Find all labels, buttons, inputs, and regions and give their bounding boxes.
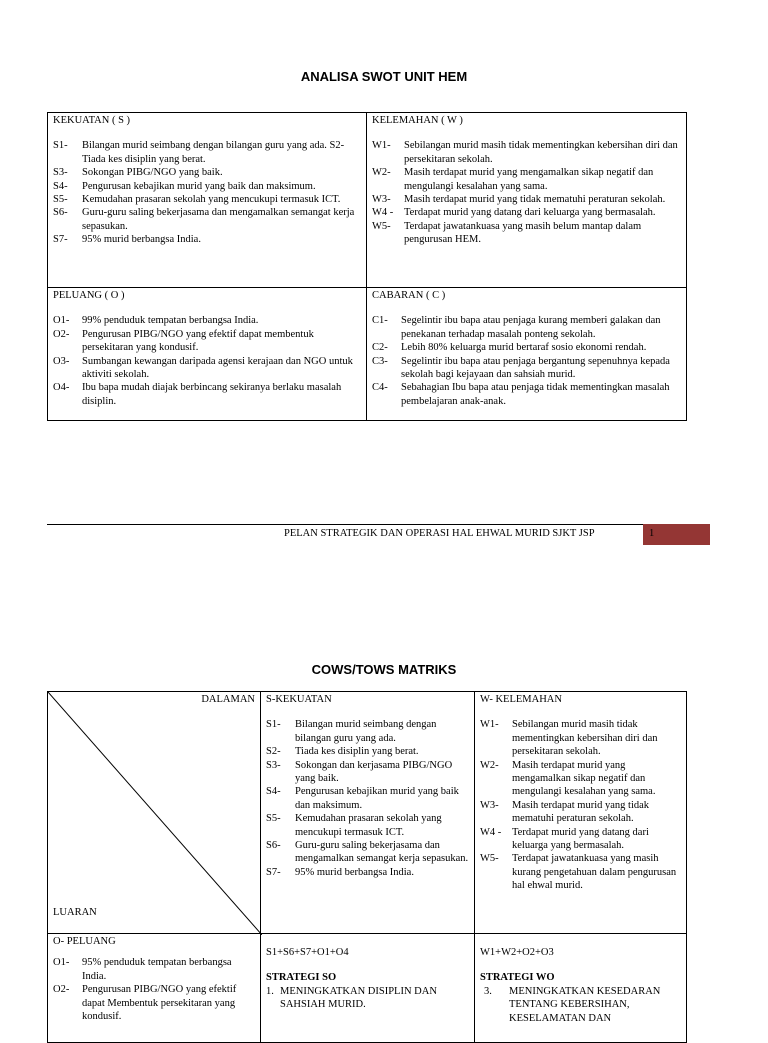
wo-item-text: MENINGKATKAN KESEDARAN TENTANG KEBERSIHAN, KESELAMATAN DAN [509,985,661,1024]
list-item-text: Pengurusan PIBG/NGO yang efektif dapat membentuk persekitaran yang kondusif. [82,328,314,354]
list-item-code: S2- [266,746,281,758]
diagonal-line [48,692,262,935]
list-item-text: 95% murid berbangsa India. [295,866,414,878]
list-item [53,328,361,355]
w-kelemahan-header: W- KELEMAHAN [480,694,562,705]
list-item-code: W5- [372,220,391,232]
kelemahan-cell [366,112,687,288]
list-item-code: S6- [53,207,68,219]
list-item-code: S5- [53,194,68,206]
list-item-text: Pengurusan kebajikan murid yang baik dan maksimum. [295,786,459,811]
list-item-text: 95% penduduk tempatan berbangsa India. [82,957,232,982]
list-item [372,166,681,193]
so-item-number: 1. [266,985,274,997]
o-peluang-cell [47,933,261,1043]
list-item [266,718,469,745]
list-item-text: Masih terdapat murid yang mengamalkan sikap negatif dan mengulangi kesalahan yang sama. [512,759,656,798]
kelemahan-header: KELEMAHAN ( W ) [372,115,463,126]
list-item [480,759,681,799]
list-item-code: W4 - [480,826,502,838]
list-item-text: Kemudahan prasaran sekolah yang mencukupi termasuk ICT. [82,194,341,206]
so-item-text: MENINGKATKAN DISIPLIN DAN SAHSIAH MURID. [280,985,437,1011]
list-item-code: W4 - [372,207,394,219]
list-item [53,983,255,1023]
list-item-code: W2- [372,167,391,179]
peluang-list [53,314,361,408]
strategi-so-cell [260,933,475,1043]
list-item-text: Segelintir ibu bapa atau penjaga bergantung sepenuhnya kepada sekolah bagi kejayaan dan sahsiah murid. [401,355,670,381]
list-item-text: Pengurusan PIBG/NGO yang efektif dapat Membentuk persekitaran yang kondusif. [82,984,237,1023]
peluang-cell [47,287,367,421]
kekuatan-cell [47,112,367,288]
list-item-text: Sebilangan murid masih tidak mementingkan kebersihan diri dan persekitaran sekolah. [512,719,658,758]
wo-title: STRATEGI WO [480,972,555,984]
list-item-code: S4- [53,180,68,192]
o-peluang-list [53,956,255,1023]
kelemahan-list [372,139,681,246]
list-item-code: O1- [53,315,70,327]
list-item-code: O2- [53,328,70,340]
wo-item [480,985,681,1025]
list-item-code: O2- [53,984,70,996]
kekuatan-header: KEKUATAN ( S ) [53,115,131,126]
peluang-header: PELUANG ( O ) [53,290,125,301]
list-item-text: Sokongan PIBG/NGO yang baik. [82,167,223,179]
list-item-text: Masih terdapat murid yang tidak mematuhi peraturan sekolah. [404,194,666,206]
list-item [266,812,469,839]
list-item [53,193,361,206]
strategi-wo-cell [474,933,687,1043]
list-item [266,745,469,758]
list-item-text: Guru-guru saling bekerjasama dan mengamalkan semangat kerja sepasukan. [295,840,469,865]
list-item [372,193,681,206]
list-item [266,839,469,866]
list-item [372,206,681,219]
list-item-code: W3- [480,799,499,811]
list-item-code: S7- [266,866,281,878]
list-item-code: O1- [53,957,70,969]
s-kekuatan-list [266,718,469,879]
list-item-text: Guru-guru saling bekerjasama dan mengamalkan semangat kerja sepasukan. [82,207,355,232]
w-kelemahan-cell [474,691,687,934]
list-item-code: S5- [266,813,281,825]
list-item-text: Ibu bapa mudah diajak berbincang sekiranya berlaku masalah disiplin. [82,382,342,407]
list-item [266,759,469,786]
page-number-badge [643,524,710,545]
list-item [372,341,681,354]
list-item [53,166,361,179]
list-item-text: Kemudahan prasaran sekolah yang mencukupi termasuk ICT. [295,813,442,838]
list-item-code: S4- [266,786,281,798]
list-item-text: Sumbangan kewangan daripada agensi kerajaan dan NGO untuk aktiviti sekolah. [82,355,353,381]
list-item-code: W5- [480,853,499,865]
list-item-code: S6- [266,840,281,852]
list-item-code: W1- [372,140,391,152]
so-formula: S1+S6+S7+O1+O4 [266,947,349,958]
list-item [53,956,255,983]
list-item-code: S1- [266,719,281,731]
list-item [53,180,361,193]
list-item [372,139,681,166]
list-item [266,866,469,879]
list-item-code: O3- [53,355,70,367]
s-kekuatan-cell [260,691,475,934]
o-peluang-header: O- PELUANG [53,936,116,947]
list-item [372,220,681,247]
list-item [266,785,469,812]
list-item-code: O4- [53,382,70,394]
list-item [53,355,361,382]
list-item-text: Masih terdapat murid yang mengamalkan sikap negatif dan mengulangi kesalahan yang sama. [404,167,654,192]
so-item [266,985,469,1012]
list-item-text: Segelintir ibu bapa atau penjaga kurang memberi galakan dan penekanan terhadap masalah ponteng sekolah. [401,315,661,340]
list-item-code: C2- [372,342,388,354]
dalaman-label: DALAMAN [201,694,255,705]
so-title: STRATEGI SO [266,972,337,984]
list-item [53,314,361,327]
list-item-code: S3- [53,167,68,179]
list-item [53,233,361,246]
cabaran-header: CABARAN ( C ) [372,290,446,301]
footer-text: PELAN STRATEGIK DAN OPERASI HAL EHWAL MURID SJKT JSP [284,528,595,539]
list-item-text: Masih terdapat murid yang tidak mematuhi peraturan sekolah. [512,799,650,825]
list-item-text: Sebahagian Ibu bapa atau penjaga tidak mementingkan masalah pembelajaran anak-anak. [401,382,670,407]
list-item-text: Sebilangan murid masih tidak mementingkan kebersihan diri dan persekitaran sekolah. [404,140,678,165]
list-item-text: Pengurusan kebajikan murid yang baik dan maksimum. [82,180,316,192]
s-kekuatan-header: S-KEKUATAN [266,694,332,705]
list-item [372,355,681,382]
list-item-text: Sokongan dan kerjasama PIBG/NGO yang baik. [295,759,453,785]
list-item-text: Bilangan murid seimbang dengan bilangan guru yang ada. S2- Tiada kes disiplin yang berat. [82,140,345,165]
list-item [480,799,681,826]
cabaran-list [372,314,681,408]
list-item-text: Bilangan murid seimbang dengan bilangan guru yang ada. [295,719,437,744]
list-item-text: 95% murid berbangsa India. [82,234,201,246]
list-item-code: S3- [266,759,281,771]
list-item-text: Lebih 80% keluarga murid bertaraf sosio ekonomi rendah. [401,342,647,354]
list-item [480,718,681,758]
page-number: 1 [649,528,655,539]
list-item [372,381,681,408]
list-item [372,314,681,341]
list-item [480,826,681,853]
cabaran-cell [366,287,687,421]
list-item-text: 99% penduduk tempatan berbangsa India. [82,315,259,327]
matrix-corner-cell [47,691,261,934]
list-item-code: C1- [372,315,388,327]
list-item-text: Terdapat jawatankuasa yang masih belum mantap dalam pengurusan HEM. [404,220,642,246]
list-item-code: C4- [372,382,388,394]
wo-formula: W1+W2+O2+O3 [480,947,554,958]
list-item-code: S7- [53,234,68,246]
list-item-text: Terdapat jawatankuasa yang masih kurang pengetahuan dalam pengurusan hal ehwal murid. [512,853,677,892]
list-item-code: W3- [372,194,391,206]
list-item-code: S1- [53,140,68,152]
list-item-text: Terdapat murid yang datang dari keluarga yang bermasalah. [404,207,656,219]
list-item-code: W1- [480,719,499,731]
list-item [53,139,361,166]
luaran-label: LUARAN [53,907,97,918]
list-item [53,206,361,233]
kekuatan-list [53,139,361,246]
w-kelemahan-list [480,718,681,892]
list-item-text: Tiada kes disiplin yang berat. [295,746,419,758]
matrix-title: COWS/TOWS MATRIKS [311,662,457,677]
footer-divider [47,524,710,525]
list-item [480,852,681,892]
wo-item-number: 3. [484,985,492,997]
list-item-code: W2- [480,759,499,771]
swot-title: ANALISA SWOT UNIT HEM [300,69,468,84]
list-item [53,381,361,408]
list-item-code: C3- [372,355,388,367]
list-item-text: Terdapat murid yang datang dari keluarga yang bermasalah. [512,826,649,852]
